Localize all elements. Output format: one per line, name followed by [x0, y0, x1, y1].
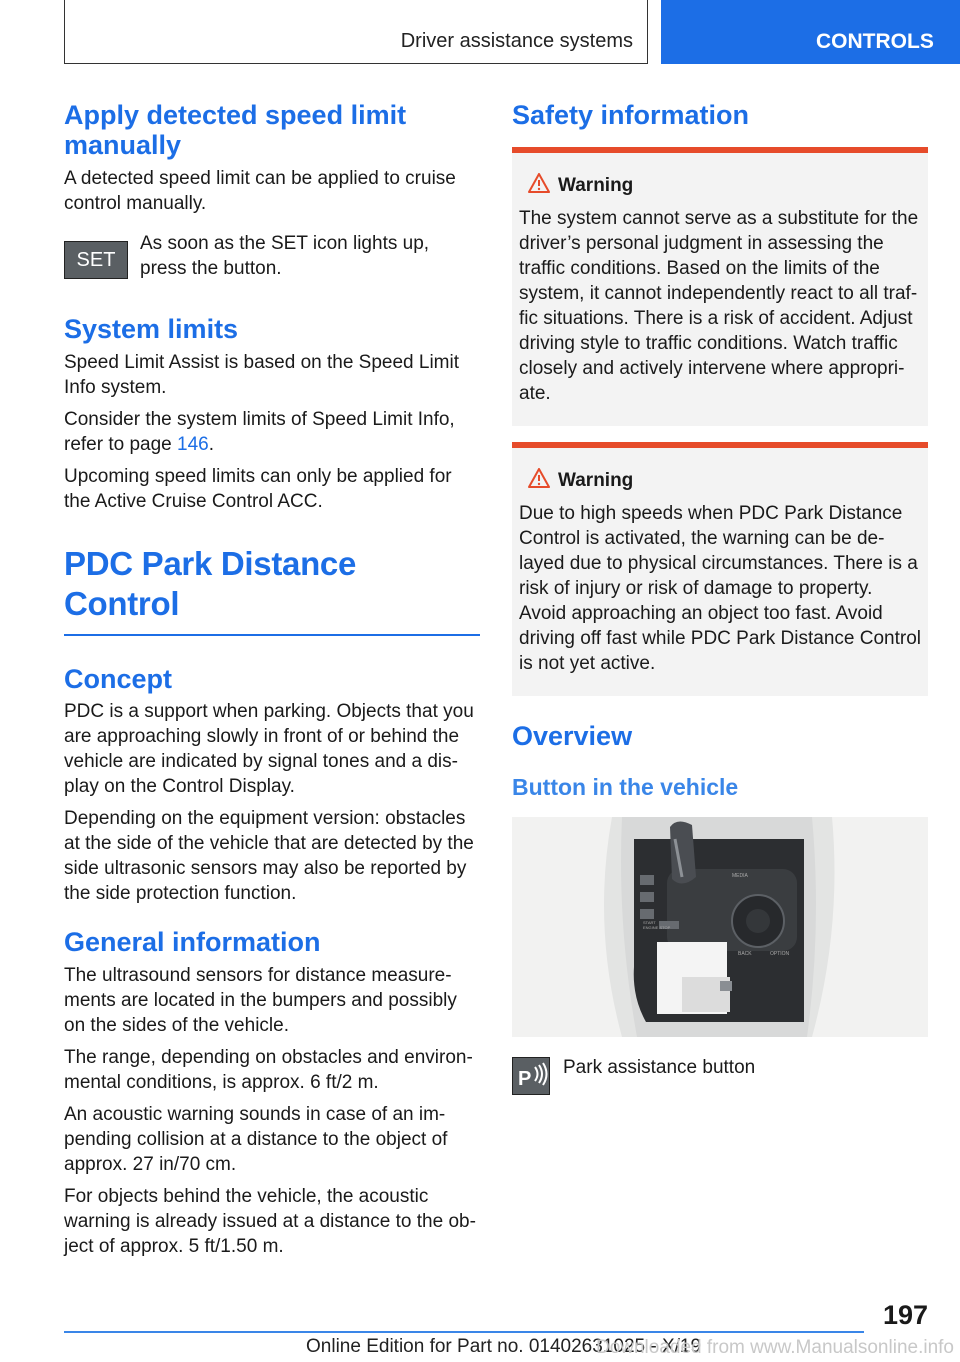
paragraph-limits-2: Consider the system limits of Speed Limit Info, refer to page 146.	[64, 409, 455, 455]
paragraph-concept-1: PDC is a support when parking. Objects that you are approaching slowly in front of or behind the vehicle are indicated by signal tones and a dis‐play on the Control Display.	[64, 701, 474, 797]
paragraph-limits-3: Upcoming speed limits can only be applied for the Active Cruise Control ACC.	[64, 466, 452, 512]
warning-box-1	[512, 147, 928, 426]
heading-concept: Concept	[64, 664, 172, 694]
footer-watermark: Downloaded from www.Manualsonline.info	[595, 1337, 954, 1358]
paragraph-general-1: The ultrasound sensors for distance measure‐ments are located in the bumpers and possibly on the sides of the vehicle.	[64, 965, 457, 1036]
warning-triangle-icon	[528, 468, 550, 488]
left-column	[64, 100, 480, 1259]
heading-apply-speed-limit: Apply detected speed limit manually	[64, 100, 407, 160]
heading-safety-information: Safety information	[512, 100, 750, 130]
header-tab-label: CONTROLS	[816, 30, 934, 53]
console-label-option: OPTION	[770, 951, 790, 957]
warning-triangle-icon	[528, 173, 550, 193]
park-assistance-caption: Park assistance button	[563, 1057, 756, 1078]
page-number: 197	[882, 1300, 928, 1330]
paragraph-general-2: The range, depending on obstacles and environ‐mental conditions, is approx. 6 ft/2 m.	[64, 1047, 473, 1093]
right-column	[512, 100, 928, 1115]
console-label-start-stop: START ENGINE STOP	[643, 920, 671, 930]
warning-title-2: Warning	[519, 470, 922, 492]
paragraph-apply: A detected speed limit can be applied to cruise control manually.	[64, 168, 456, 214]
page-reference-link[interactable]: 146	[177, 434, 209, 455]
warning-text-2: Due to high speeds when PDC Park Distance Control is activated, the warning can be de‐layed due to physical circumstances. There is a risk of injury or risk of damage to property. Avoid approaching an object too fast. Avoid driving off fast while PDC Park Distance Control is not yet active.	[519, 503, 921, 674]
header-section-box	[64, 0, 648, 64]
heading-overview: Overview	[512, 721, 633, 751]
heading-button-in-vehicle: Button in the vehicle	[512, 774, 739, 800]
console-label-media: MEDIA	[732, 873, 748, 879]
paragraph-concept-2: Depending on the equipment version: obstacles at the side of the vehicle that are detected by the side ultrasonic sensors may also be reported by the side protection function.	[64, 808, 474, 904]
set-button-icon: SET	[64, 241, 128, 279]
paragraph-general-3: An acoustic warning sounds in case of an im‐pending collision at a distance to the object of approx. 27 in/70 cm.	[64, 1104, 448, 1175]
paragraph-set: As soon as the SET icon lights up, press the button.	[140, 233, 430, 279]
console-label-back: BACK	[738, 951, 752, 957]
header-tab[interactable]	[661, 0, 960, 64]
park-assistance-icon	[512, 1057, 550, 1095]
footer-divider	[64, 1331, 864, 1333]
paragraph-limits-1: Speed Limit Assist is based on the Speed Limit Info system.	[64, 352, 460, 398]
set-instruction	[64, 231, 480, 291]
warning-text-1: The system cannot serve as a substitute for the driver’s personal judgment in assessing the traffic conditions. Based on the limits of the system, it cannot independently react to all traf‐fic situations. There is a risk of accident. Adjust driving style to traffic conditions. Watch traffic closely and actively intervene where appropri‐ate.	[519, 208, 919, 404]
warning-box-2	[512, 442, 928, 696]
footer-edition: Online Edition for Part no. 01402631025 - X/19	[306, 1336, 702, 1357]
heading-pdc: PDC Park Distance Control	[64, 544, 480, 636]
paragraph-general-4: For objects behind the vehicle, the acoustic warning is already issued at a distance to the ob‐ject of approx. 5 ft/1.50 m.	[64, 1186, 476, 1257]
heading-general-information: General information	[64, 927, 321, 957]
header-section-title: Driver assistance systems	[400, 30, 633, 52]
park-assist-legend	[512, 1055, 928, 1115]
heading-system-limits: System limits	[64, 314, 239, 344]
center-console-photo	[512, 817, 928, 1037]
svg-text:P: P	[518, 1068, 532, 1090]
warning-title-1: Warning	[519, 175, 922, 197]
